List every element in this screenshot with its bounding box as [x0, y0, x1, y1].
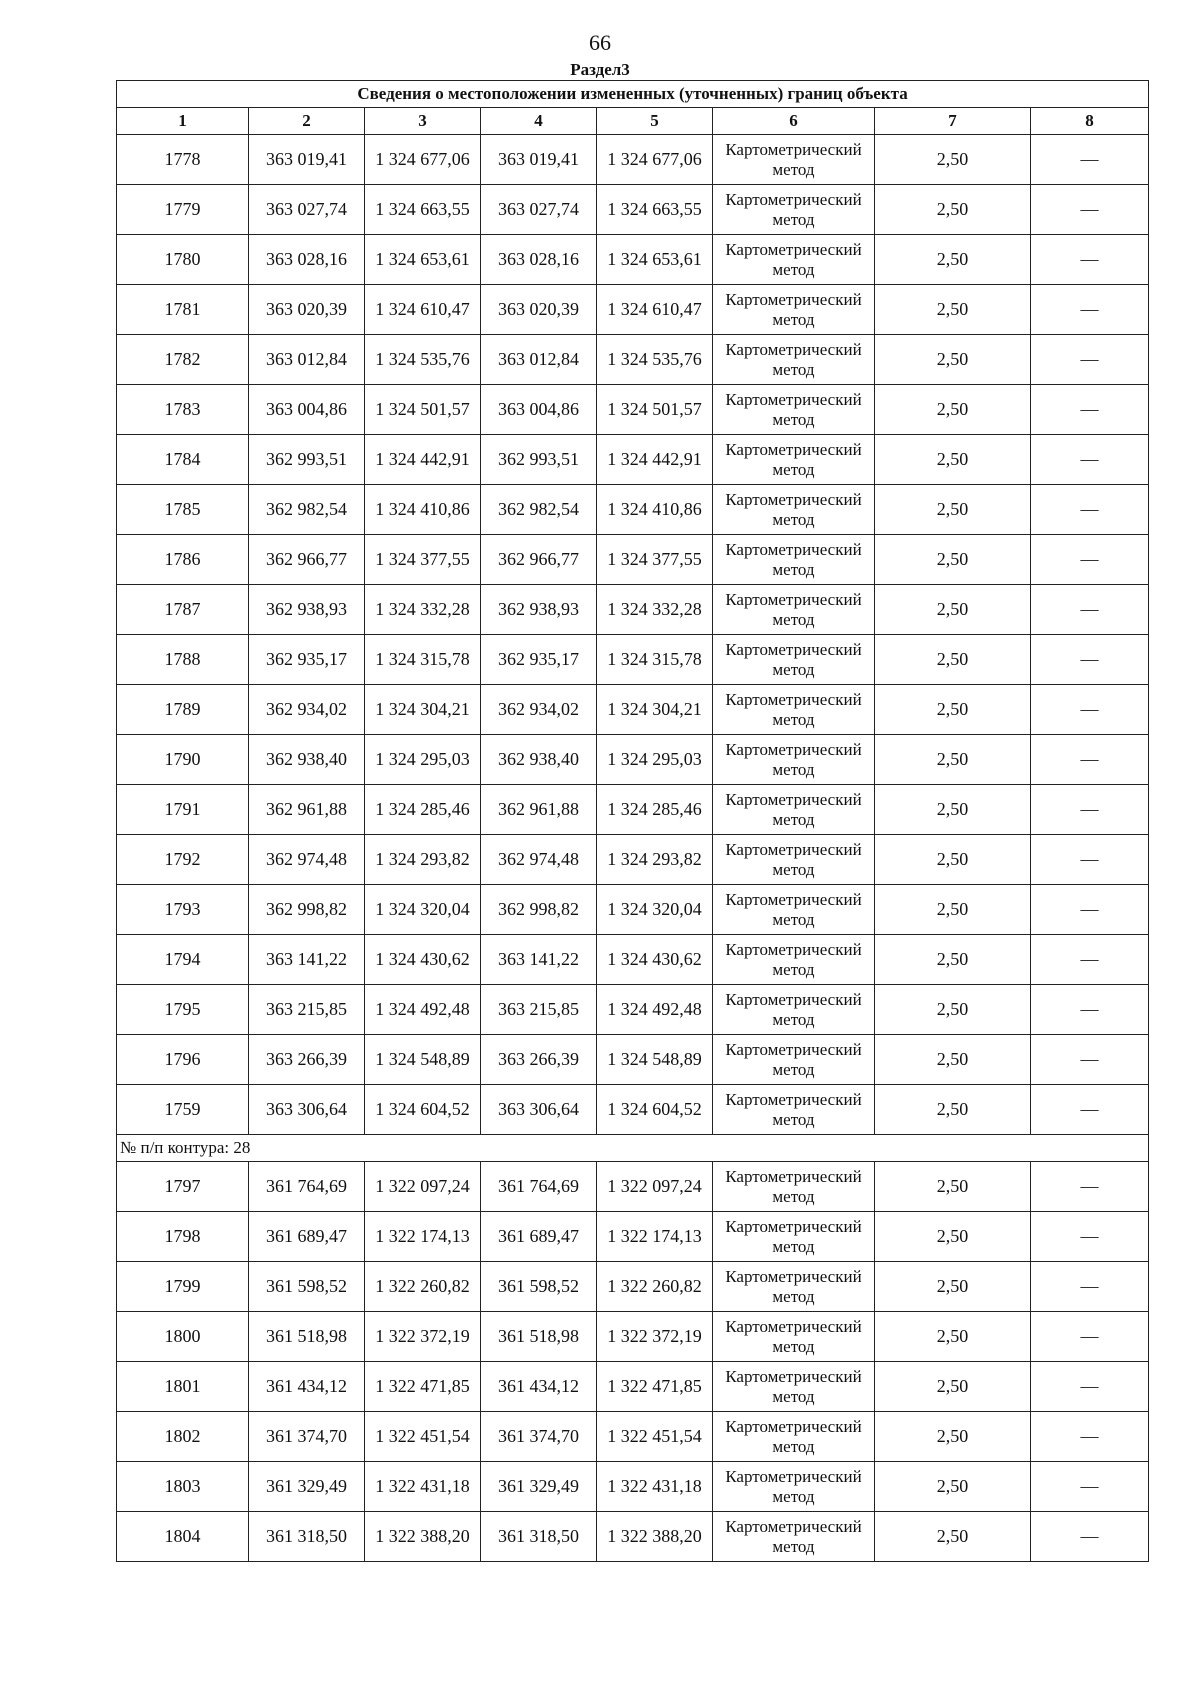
accuracy-cell: 2,50 — [875, 785, 1031, 835]
table-row — [117, 1085, 1149, 1135]
existing-x-cell: 363 020,39 — [249, 285, 365, 335]
table-row — [117, 1362, 1149, 1412]
method-cell: Картометрический метод — [713, 1262, 875, 1312]
existing-y-cell: 1 324 377,55 — [365, 535, 481, 585]
method-cell: Картометрический метод — [713, 135, 875, 185]
existing-y-cell: 1 322 388,20 — [365, 1512, 481, 1562]
point-number-cell: 1779 — [117, 185, 249, 235]
existing-x-cell: 362 998,82 — [249, 885, 365, 935]
accuracy-cell: 2,50 — [875, 1262, 1031, 1312]
table-row — [117, 1462, 1149, 1512]
method-cell: Картометрический метод — [713, 485, 875, 535]
point-number-cell: 1778 — [117, 135, 249, 185]
existing-x-cell: 362 938,40 — [249, 735, 365, 785]
point-number-cell: 1759 — [117, 1085, 249, 1135]
table-row — [117, 935, 1149, 985]
table-row — [117, 235, 1149, 285]
new-y-cell: 1 324 295,03 — [597, 735, 713, 785]
page-number: 66 — [589, 30, 611, 55]
new-y-cell: 1 324 285,46 — [597, 785, 713, 835]
new-x-cell: 362 993,51 — [481, 435, 597, 485]
accuracy-cell: 2,50 — [875, 235, 1031, 285]
table-caption: Сведения о местоположении измененных (уточненных) границ объекта — [117, 81, 1149, 108]
existing-x-cell: 363 028,16 — [249, 235, 365, 285]
accuracy-cell: 2,50 — [875, 135, 1031, 185]
new-y-cell: 1 324 304,21 — [597, 685, 713, 735]
new-x-cell: 362 934,02 — [481, 685, 597, 735]
existing-y-cell: 1 322 471,85 — [365, 1362, 481, 1412]
table-row — [117, 685, 1149, 735]
column-number: 5 — [597, 108, 713, 135]
point-number-cell: 1793 — [117, 885, 249, 935]
new-y-cell: 1 324 410,86 — [597, 485, 713, 535]
point-number-cell: 1799 — [117, 1262, 249, 1312]
point-number-cell: 1792 — [117, 835, 249, 885]
new-y-cell: 1 324 653,61 — [597, 235, 713, 285]
table-row — [117, 835, 1149, 885]
description-cell: — — [1031, 585, 1149, 635]
method-cell: Картометрический метод — [713, 585, 875, 635]
accuracy-cell: 2,50 — [875, 335, 1031, 385]
table-row — [117, 635, 1149, 685]
existing-x-cell: 363 012,84 — [249, 335, 365, 385]
existing-y-cell: 1 322 372,19 — [365, 1312, 481, 1362]
new-x-cell: 363 141,22 — [481, 935, 597, 985]
existing-y-cell: 1 324 677,06 — [365, 135, 481, 185]
new-x-cell: 363 028,16 — [481, 235, 597, 285]
new-x-cell: 361 434,12 — [481, 1362, 597, 1412]
method-cell: Картометрический метод — [713, 1035, 875, 1085]
column-number: 4 — [481, 108, 597, 135]
existing-x-cell: 362 982,54 — [249, 485, 365, 535]
new-y-cell: 1 324 377,55 — [597, 535, 713, 585]
accuracy-cell: 2,50 — [875, 1462, 1031, 1512]
new-x-cell: 363 012,84 — [481, 335, 597, 385]
description-cell: — — [1031, 185, 1149, 235]
new-x-cell: 362 966,77 — [481, 535, 597, 585]
table-row — [117, 1262, 1149, 1312]
table-row — [117, 985, 1149, 1035]
new-x-cell: 361 689,47 — [481, 1212, 597, 1262]
accuracy-cell: 2,50 — [875, 1212, 1031, 1262]
accuracy-cell: 2,50 — [875, 1035, 1031, 1085]
method-cell: Картометрический метод — [713, 535, 875, 585]
description-cell: — — [1031, 135, 1149, 185]
method-cell: Картометрический метод — [713, 685, 875, 735]
existing-y-cell: 1 324 610,47 — [365, 285, 481, 335]
accuracy-cell: 2,50 — [875, 485, 1031, 535]
description-cell: — — [1031, 1162, 1149, 1212]
description-cell: — — [1031, 1412, 1149, 1462]
existing-y-cell: 1 324 304,21 — [365, 685, 481, 735]
accuracy-cell: 2,50 — [875, 1162, 1031, 1212]
table-row — [117, 535, 1149, 585]
method-cell: Картометрический метод — [713, 235, 875, 285]
method-cell: Картометрический метод — [713, 435, 875, 485]
new-y-cell: 1 324 315,78 — [597, 635, 713, 685]
new-y-cell: 1 324 677,06 — [597, 135, 713, 185]
description-cell: — — [1031, 785, 1149, 835]
description-cell: — — [1031, 285, 1149, 335]
existing-x-cell: 361 518,98 — [249, 1312, 365, 1362]
new-x-cell: 361 518,98 — [481, 1312, 597, 1362]
existing-y-cell: 1 324 663,55 — [365, 185, 481, 235]
new-y-cell: 1 324 604,52 — [597, 1085, 713, 1135]
existing-x-cell: 362 935,17 — [249, 635, 365, 685]
existing-y-cell: 1 324 315,78 — [365, 635, 481, 685]
table-row — [117, 785, 1149, 835]
existing-x-cell: 362 938,93 — [249, 585, 365, 635]
new-y-cell: 1 322 431,18 — [597, 1462, 713, 1512]
accuracy-cell: 2,50 — [875, 435, 1031, 485]
new-x-cell: 363 266,39 — [481, 1035, 597, 1085]
existing-y-cell: 1 324 285,46 — [365, 785, 481, 835]
existing-x-cell: 361 318,50 — [249, 1512, 365, 1562]
description-cell: — — [1031, 1362, 1149, 1412]
new-x-cell: 362 935,17 — [481, 635, 597, 685]
new-y-cell: 1 322 372,19 — [597, 1312, 713, 1362]
existing-x-cell: 363 019,41 — [249, 135, 365, 185]
new-x-cell: 362 938,40 — [481, 735, 597, 785]
existing-y-cell: 1 322 097,24 — [365, 1162, 481, 1212]
point-number-cell: 1804 — [117, 1512, 249, 1562]
existing-x-cell: 362 966,77 — [249, 535, 365, 585]
existing-y-cell: 1 324 430,62 — [365, 935, 481, 985]
table-row — [117, 135, 1149, 185]
method-cell: Картометрический метод — [713, 285, 875, 335]
new-x-cell: 363 019,41 — [481, 135, 597, 185]
column-number: 1 — [117, 108, 249, 135]
new-y-cell: 1 322 260,82 — [597, 1262, 713, 1312]
existing-x-cell: 362 974,48 — [249, 835, 365, 885]
table-row — [117, 585, 1149, 635]
column-number: 8 — [1031, 108, 1149, 135]
method-cell: Картометрический метод — [713, 1162, 875, 1212]
existing-y-cell: 1 324 295,03 — [365, 735, 481, 785]
description-cell: — — [1031, 835, 1149, 885]
table-row — [117, 185, 1149, 235]
accuracy-cell: 2,50 — [875, 635, 1031, 685]
new-y-cell: 1 322 451,54 — [597, 1412, 713, 1462]
existing-x-cell: 363 004,86 — [249, 385, 365, 435]
existing-y-cell: 1 324 653,61 — [365, 235, 481, 285]
description-cell: — — [1031, 385, 1149, 435]
new-y-cell: 1 322 471,85 — [597, 1362, 713, 1412]
method-cell: Картометрический метод — [713, 1085, 875, 1135]
section-title: Раздел3 — [570, 60, 630, 79]
description-cell: — — [1031, 1085, 1149, 1135]
description-cell: — — [1031, 885, 1149, 935]
new-y-cell: 1 322 097,24 — [597, 1162, 713, 1212]
new-x-cell: 363 215,85 — [481, 985, 597, 1035]
table-row — [117, 885, 1149, 935]
existing-x-cell: 363 215,85 — [249, 985, 365, 1035]
point-number-cell: 1790 — [117, 735, 249, 785]
new-y-cell: 1 322 388,20 — [597, 1512, 713, 1562]
method-cell: Картометрический метод — [713, 985, 875, 1035]
new-x-cell: 363 004,86 — [481, 385, 597, 435]
new-x-cell: 362 974,48 — [481, 835, 597, 885]
new-x-cell: 361 598,52 — [481, 1262, 597, 1312]
point-number-cell: 1785 — [117, 485, 249, 535]
description-cell: — — [1031, 1512, 1149, 1562]
accuracy-cell: 2,50 — [875, 735, 1031, 785]
point-number-cell: 1780 — [117, 235, 249, 285]
point-number-cell: 1795 — [117, 985, 249, 1035]
accuracy-cell: 2,50 — [875, 535, 1031, 585]
new-x-cell: 362 961,88 — [481, 785, 597, 835]
new-x-cell: 362 982,54 — [481, 485, 597, 535]
table-row — [117, 385, 1149, 435]
new-y-cell: 1 324 610,47 — [597, 285, 713, 335]
point-number-cell: 1796 — [117, 1035, 249, 1085]
accuracy-cell: 2,50 — [875, 1412, 1031, 1462]
new-x-cell: 362 938,93 — [481, 585, 597, 635]
existing-y-cell: 1 324 535,76 — [365, 335, 481, 385]
new-y-cell: 1 324 320,04 — [597, 885, 713, 935]
method-cell: Картометрический метод — [713, 785, 875, 835]
accuracy-cell: 2,50 — [875, 685, 1031, 735]
table-row — [117, 335, 1149, 385]
new-x-cell: 361 318,50 — [481, 1512, 597, 1562]
table-row — [117, 1162, 1149, 1212]
existing-x-cell: 363 306,64 — [249, 1085, 365, 1135]
column-number: 3 — [365, 108, 481, 135]
existing-y-cell: 1 324 501,57 — [365, 385, 481, 435]
method-cell: Картометрический метод — [713, 885, 875, 935]
new-x-cell: 362 998,82 — [481, 885, 597, 935]
existing-y-cell: 1 324 332,28 — [365, 585, 481, 635]
method-cell: Картометрический метод — [713, 1362, 875, 1412]
existing-x-cell: 361 689,47 — [249, 1212, 365, 1262]
method-cell: Картометрический метод — [713, 1412, 875, 1462]
existing-y-cell: 1 322 260,82 — [365, 1262, 481, 1312]
table-row — [117, 1212, 1149, 1262]
new-y-cell: 1 324 535,76 — [597, 335, 713, 385]
point-number-cell: 1791 — [117, 785, 249, 835]
existing-x-cell: 362 934,02 — [249, 685, 365, 735]
method-cell: Картометрический метод — [713, 1512, 875, 1562]
method-cell: Картометрический метод — [713, 385, 875, 435]
existing-x-cell: 363 027,74 — [249, 185, 365, 235]
method-cell: Картометрический метод — [713, 835, 875, 885]
existing-x-cell: 361 329,49 — [249, 1462, 365, 1512]
existing-y-cell: 1 324 320,04 — [365, 885, 481, 935]
description-cell: — — [1031, 1462, 1149, 1512]
method-cell: Картометрический метод — [713, 185, 875, 235]
new-y-cell: 1 324 430,62 — [597, 935, 713, 985]
accuracy-cell: 2,50 — [875, 835, 1031, 885]
point-number-cell: 1802 — [117, 1412, 249, 1462]
accuracy-cell: 2,50 — [875, 1362, 1031, 1412]
existing-y-cell: 1 324 604,52 — [365, 1085, 481, 1135]
new-x-cell: 363 027,74 — [481, 185, 597, 235]
point-number-cell: 1782 — [117, 335, 249, 385]
table-row — [117, 485, 1149, 535]
method-cell: Картометрический метод — [713, 635, 875, 685]
method-cell: Картометрический метод — [713, 1312, 875, 1362]
table-caption-row — [117, 81, 1149, 108]
contour-row — [117, 1135, 1149, 1162]
point-number-cell: 1794 — [117, 935, 249, 985]
column-number: 7 — [875, 108, 1031, 135]
point-number-cell: 1788 — [117, 635, 249, 685]
new-y-cell: 1 324 492,48 — [597, 985, 713, 1035]
point-number-cell: 1787 — [117, 585, 249, 635]
table-row — [117, 1312, 1149, 1362]
column-number-row — [117, 108, 1149, 135]
table-row — [117, 735, 1149, 785]
description-cell: — — [1031, 235, 1149, 285]
table-body — [117, 135, 1149, 1562]
point-number-cell: 1783 — [117, 385, 249, 435]
column-number: 2 — [249, 108, 365, 135]
description-cell: — — [1031, 435, 1149, 485]
description-cell: — — [1031, 335, 1149, 385]
point-number-cell: 1803 — [117, 1462, 249, 1512]
existing-y-cell: 1 322 174,13 — [365, 1212, 481, 1262]
new-y-cell: 1 324 293,82 — [597, 835, 713, 885]
point-number-cell: 1801 — [117, 1362, 249, 1412]
new-y-cell: 1 324 442,91 — [597, 435, 713, 485]
table-row — [117, 1512, 1149, 1562]
description-cell: — — [1031, 1262, 1149, 1312]
method-cell: Картометрический метод — [713, 335, 875, 385]
point-number-cell: 1789 — [117, 685, 249, 735]
point-number-cell: 1786 — [117, 535, 249, 585]
existing-y-cell: 1 324 442,91 — [365, 435, 481, 485]
description-cell: — — [1031, 1312, 1149, 1362]
method-cell: Картометрический метод — [713, 1212, 875, 1262]
method-cell: Картометрический метод — [713, 1462, 875, 1512]
table-row — [117, 435, 1149, 485]
existing-x-cell: 362 961,88 — [249, 785, 365, 835]
point-number-cell: 1798 — [117, 1212, 249, 1262]
new-y-cell: 1 324 501,57 — [597, 385, 713, 435]
existing-x-cell: 361 598,52 — [249, 1262, 365, 1312]
new-x-cell: 363 306,64 — [481, 1085, 597, 1135]
coordinates-table — [116, 80, 1149, 1562]
description-cell: — — [1031, 935, 1149, 985]
description-cell: — — [1031, 735, 1149, 785]
new-x-cell: 363 020,39 — [481, 285, 597, 335]
table-row — [117, 285, 1149, 335]
accuracy-cell: 2,50 — [875, 385, 1031, 435]
existing-x-cell: 361 434,12 — [249, 1362, 365, 1412]
existing-x-cell: 362 993,51 — [249, 435, 365, 485]
accuracy-cell: 2,50 — [875, 185, 1031, 235]
new-y-cell: 1 324 548,89 — [597, 1035, 713, 1085]
point-number-cell: 1784 — [117, 435, 249, 485]
existing-x-cell: 361 764,69 — [249, 1162, 365, 1212]
existing-y-cell: 1 322 431,18 — [365, 1462, 481, 1512]
new-y-cell: 1 324 663,55 — [597, 185, 713, 235]
description-cell: — — [1031, 985, 1149, 1035]
description-cell: — — [1031, 635, 1149, 685]
description-cell: — — [1031, 1212, 1149, 1262]
point-number-cell: 1797 — [117, 1162, 249, 1212]
table-row — [117, 1412, 1149, 1462]
new-y-cell: 1 324 332,28 — [597, 585, 713, 635]
accuracy-cell: 2,50 — [875, 285, 1031, 335]
column-number: 6 — [713, 108, 875, 135]
method-cell: Картометрический метод — [713, 735, 875, 785]
accuracy-cell: 2,50 — [875, 885, 1031, 935]
accuracy-cell: 2,50 — [875, 1085, 1031, 1135]
existing-y-cell: 1 324 293,82 — [365, 835, 481, 885]
existing-x-cell: 361 374,70 — [249, 1412, 365, 1462]
description-cell: — — [1031, 685, 1149, 735]
description-cell: — — [1031, 485, 1149, 535]
point-number-cell: 1781 — [117, 285, 249, 335]
method-cell: Картометрический метод — [713, 935, 875, 985]
accuracy-cell: 2,50 — [875, 935, 1031, 985]
existing-y-cell: 1 324 492,48 — [365, 985, 481, 1035]
accuracy-cell: 2,50 — [875, 1312, 1031, 1362]
accuracy-cell: 2,50 — [875, 585, 1031, 635]
existing-x-cell: 363 141,22 — [249, 935, 365, 985]
existing-y-cell: 1 324 410,86 — [365, 485, 481, 535]
table-row — [117, 1035, 1149, 1085]
point-number-cell: 1800 — [117, 1312, 249, 1362]
description-cell: — — [1031, 535, 1149, 585]
existing-x-cell: 363 266,39 — [249, 1035, 365, 1085]
accuracy-cell: 2,50 — [875, 985, 1031, 1035]
contour-label: № п/п контура: 28 — [117, 1135, 1149, 1162]
new-x-cell: 361 764,69 — [481, 1162, 597, 1212]
new-x-cell: 361 329,49 — [481, 1462, 597, 1512]
new-x-cell: 361 374,70 — [481, 1412, 597, 1462]
description-cell: — — [1031, 1035, 1149, 1085]
accuracy-cell: 2,50 — [875, 1512, 1031, 1562]
new-y-cell: 1 322 174,13 — [597, 1212, 713, 1262]
existing-y-cell: 1 322 451,54 — [365, 1412, 481, 1462]
existing-y-cell: 1 324 548,89 — [365, 1035, 481, 1085]
